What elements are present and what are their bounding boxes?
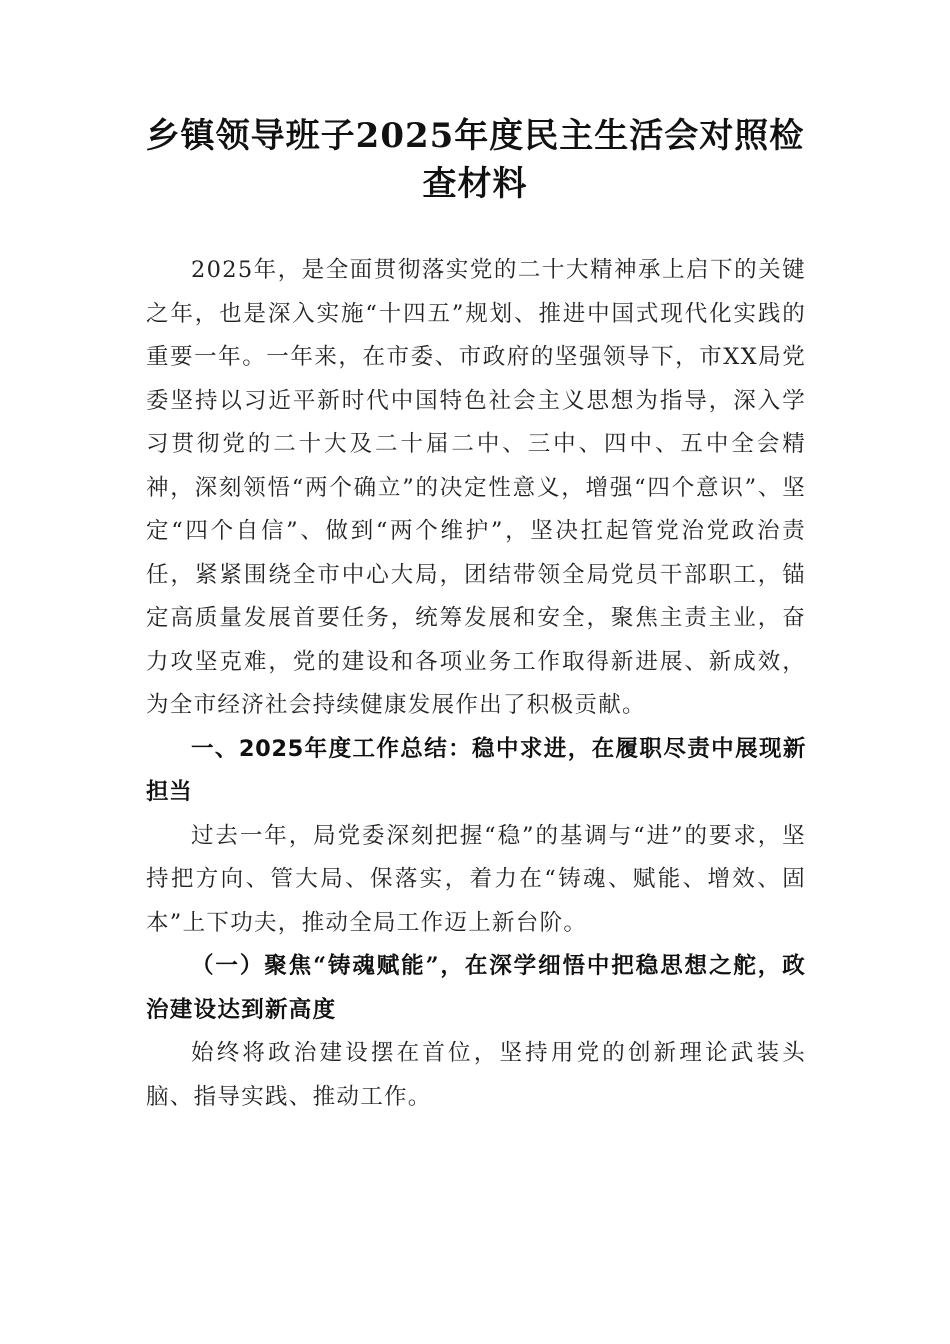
- subsection-1-paragraph: 始终将政治建设摆在首位，坚持用党的创新理论武装头脑、指导实践、推动工作。: [146, 1040, 806, 1110]
- section-1-paragraph: 过去一年，局党委深刻把握“稳”的基调与“进”的要求，坚持把方向、管大局、保落实，着力在“铸魂、赋能、增效、固本”上下功夫，推动全局工作迈上新台阶。: [146, 822, 806, 936]
- document-body: [146, 249, 806, 1119]
- subsection-heading-1: （一）聚焦“铸魂赋能”，在深学细悟中把稳思想之舵，政治建设达到新高度: [146, 953, 806, 1023]
- intro-paragraph: 2025年，是全面贯彻落实党的二十大精神承上启下的关键之年，也是深入实施“十四五”规划、推进中国式现代化实践的重要一年。一年来，在市委、市政府的坚强领导下，市XX局党委坚持以习近平新时代中国特色社会主义思想为指导，深入学习贯彻党的二十大及二十届二中、三中、四中、五中全会精神，深刻领悟“两个确立”的决定性意义，增强“四个意识”、坚定“四个自信”、做到“两个维护”，坚决扛起管党治党政治责任，紧紧围绕全市中心大局，团结带领全局党员干部职工，锚定高质量发展首要任务，统筹发展和安全，聚焦主责主业，奋力攻坚克难，党的建设和各项业务工作取得新进展、新成效，为全市经济社会持续健康发展作出了积极贡献。: [146, 257, 806, 718]
- document-title: 乡镇领导班子2025年度民主生活会对照检查材料: [145, 116, 805, 204]
- section-heading-1: 一、2025年度工作总结：稳中求进，在履职尽责中展现新担当: [146, 735, 806, 805]
